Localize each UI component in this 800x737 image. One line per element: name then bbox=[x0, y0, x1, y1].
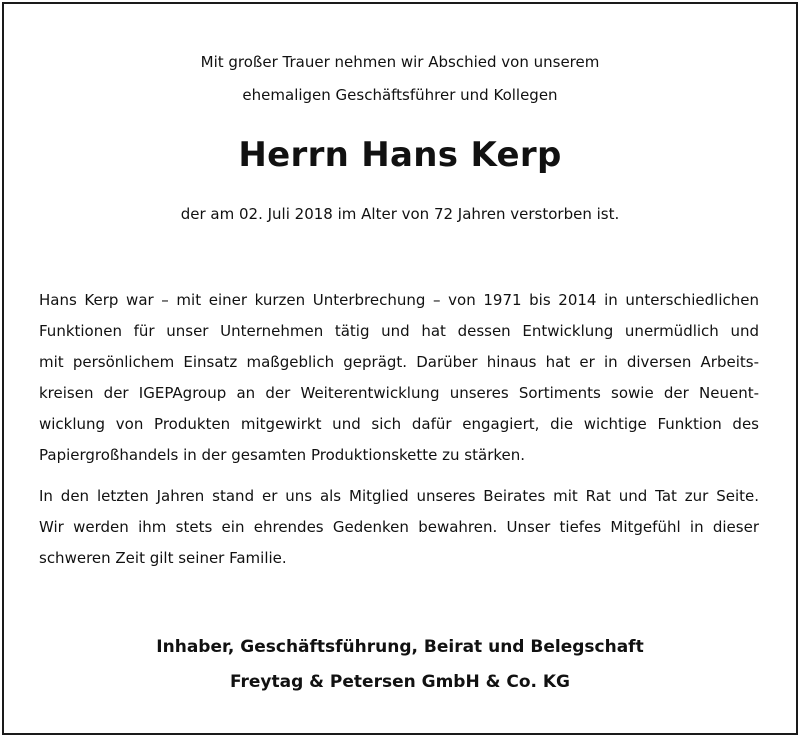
paragraph-line: Papiergroßhandels in der gesamten Produktionskette zu stärken. bbox=[39, 446, 526, 464]
signature-company: Freytag & Petersen GmbH & Co. KG bbox=[229, 672, 571, 692]
deceased-name: Herrn Hans Kerp bbox=[238, 135, 562, 175]
paragraph-line: Hans Kerp war – mit einer kurzen Unterbrechung – von 1971 bis 2014 in unterschiedlichen bbox=[39, 291, 759, 309]
paragraph-condolence bbox=[39, 481, 759, 574]
paragraph-line: mit persönlichem Einsatz maßgeblich geprägt. Darüber hinaus hat er in diversen Arbeits- bbox=[39, 353, 759, 371]
paragraph-line: In den letzten Jahren stand er uns als Mitglied unseres Beirates mit Rat und Tat zur Seite. bbox=[39, 487, 759, 505]
intro-line-2: ehemaligen Geschäftsführer und Kollegen bbox=[242, 86, 558, 104]
paragraph-tribute bbox=[39, 285, 759, 471]
intro-line-1: Mit großer Trauer nehmen wir Abschied von unserem bbox=[200, 53, 600, 71]
paragraph-line: kreisen der IGEPAgroup an der Weiterentwicklung unseres Sortiments sowie der Neuent- bbox=[39, 384, 759, 402]
paragraph-line: Wir werden ihm stets ein ehrendes Gedenken bewahren. Unser tiefes Mitgefühl in dieser bbox=[39, 518, 759, 536]
paragraph-line: schweren Zeit gilt seiner Familie. bbox=[39, 549, 287, 567]
death-date-line: der am 02. Juli 2018 im Alter von 72 Jahren verstorben ist. bbox=[180, 205, 620, 223]
signature-line-1: Inhaber, Geschäftsführung, Beirat und Belegschaft bbox=[156, 637, 644, 657]
paragraph-line: wicklung von Produkten mitgewirkt und sich dafür engagiert, die wichtige Funktion des bbox=[39, 415, 759, 433]
paragraph-line: Funktionen für unser Unternehmen tätig und hat dessen Entwicklung unermüdlich und bbox=[39, 322, 759, 340]
